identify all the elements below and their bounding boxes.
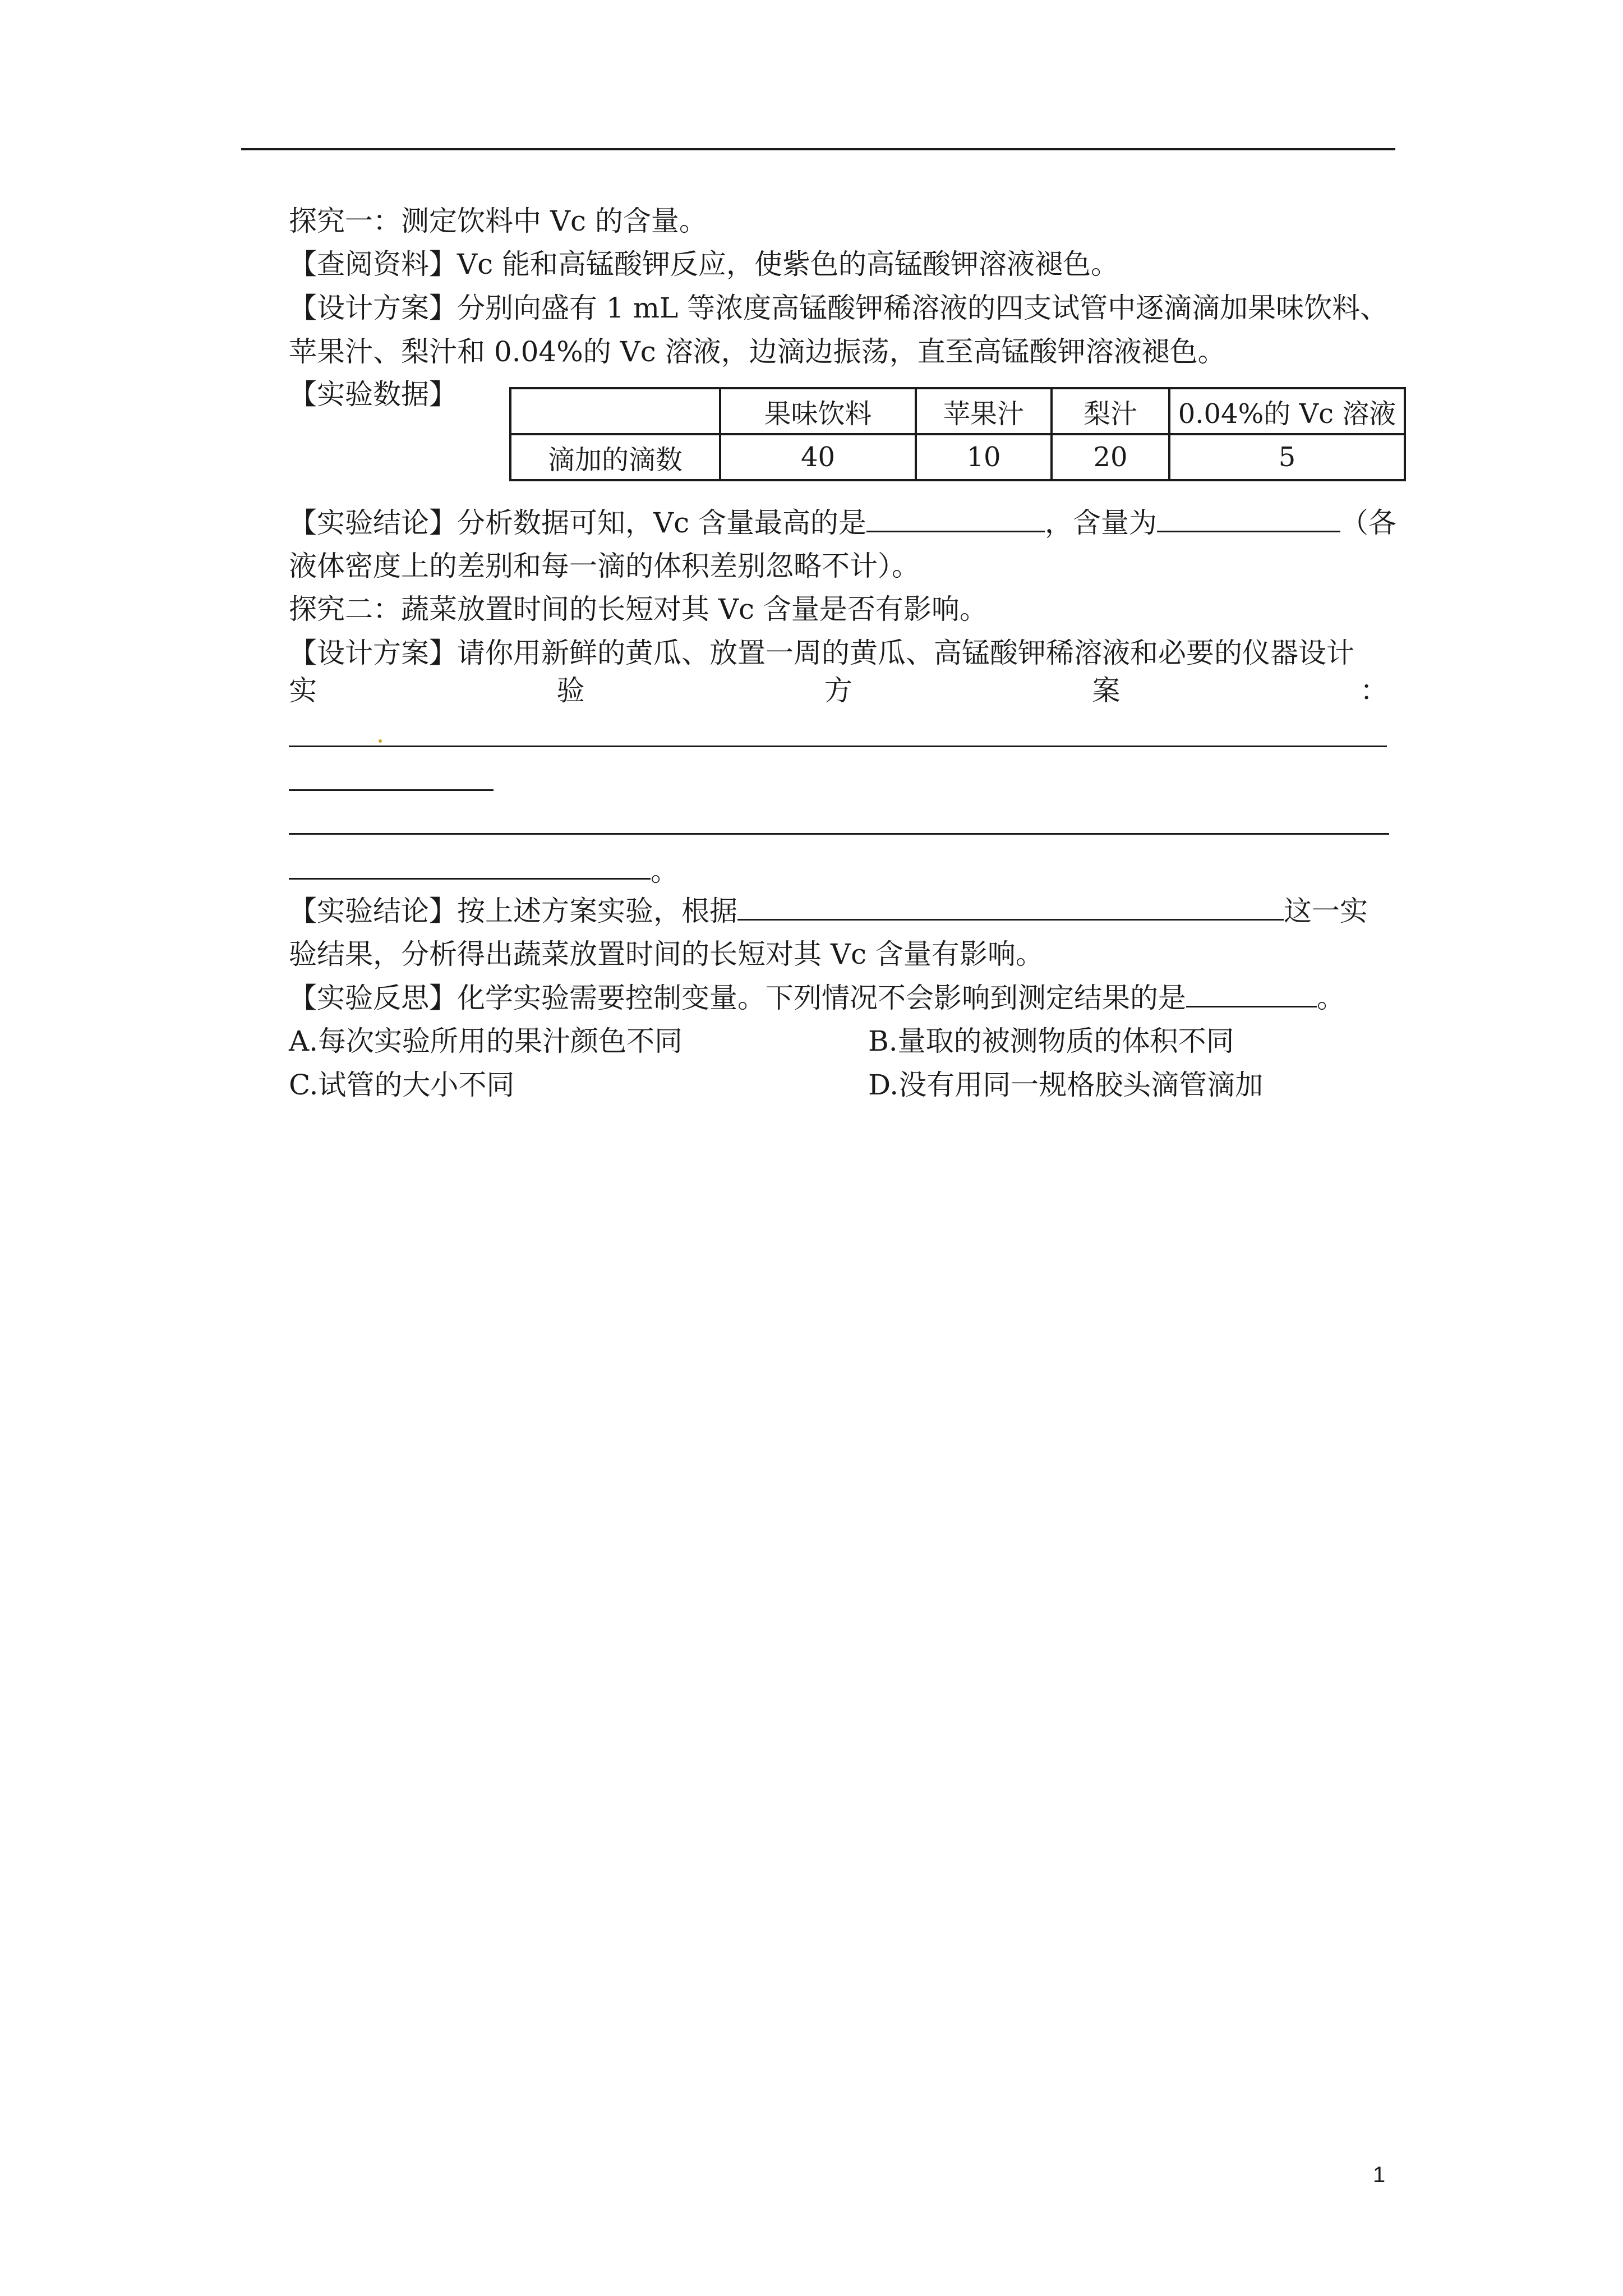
header-rule bbox=[241, 148, 1395, 150]
option-d: D.没有用同一规格胶头滴管滴加 bbox=[868, 1069, 1264, 1101]
design-two-stretched-line bbox=[289, 669, 1388, 712]
stretched-char: 方 bbox=[824, 674, 852, 707]
reflection-period: 。 bbox=[1317, 982, 1345, 1014]
option-c: C.试管的大小不同 bbox=[289, 1069, 515, 1101]
answer-blank-basis[interactable] bbox=[737, 892, 1284, 921]
answer-line-2[interactable] bbox=[289, 789, 494, 791]
conclusion-one-text-b: ，含量为 bbox=[1045, 507, 1158, 539]
answer-line-4[interactable] bbox=[289, 878, 651, 880]
design-text-2: 苹果汁、梨汁和 0.04%的 Vc 溶液，边滴边振荡，直至高锰酸钾溶液褪色。 bbox=[289, 335, 1226, 368]
answer-blank-highest[interactable] bbox=[866, 504, 1045, 532]
table-row bbox=[510, 434, 1405, 480]
answer-line-1[interactable] bbox=[289, 746, 1387, 747]
explore-one-heading: 探究一：测定饮料中 Vc 的含量。 bbox=[289, 205, 707, 237]
data-label: 【实验数据】 bbox=[289, 378, 457, 411]
stretched-char: ： bbox=[1360, 674, 1388, 707]
stretched-char: 实 bbox=[289, 674, 317, 707]
answer-line-3[interactable] bbox=[289, 833, 1389, 835]
table-header-cell: 苹果汁 bbox=[916, 388, 1052, 434]
conclusion-one bbox=[289, 501, 1396, 545]
table-header-cell: 梨汁 bbox=[1052, 388, 1169, 434]
explore-two-heading: 探究二：蔬菜放置时间的长短对其 Vc 含量是否有影响。 bbox=[289, 593, 988, 625]
answer-blank-content[interactable] bbox=[1157, 504, 1340, 532]
conclusion-one-continued: 液体密度上的差别和每一滴的体积差别忽略不计）。 bbox=[289, 550, 920, 582]
design-text-1: 【设计方案】分别向盛有 1 mL 等浓度高锰酸钾稀溶液的四支试管中逐滴滴加果味饮料、 bbox=[289, 292, 1389, 324]
table-header-cell: 0.04%的 Vc 溶液 bbox=[1169, 388, 1405, 434]
table-header-cell: 果味饮料 bbox=[720, 388, 916, 434]
answer-blank-choice[interactable] bbox=[1186, 979, 1317, 1007]
table-cell: 40 bbox=[720, 434, 916, 480]
reflection-text: 【实验反思】化学实验需要控制变量。下列情况不会影响到测定结果的是 bbox=[289, 982, 1186, 1014]
conclusion-one-text-a: 【实验结论】分析数据可知，Vc 含量最高的是 bbox=[289, 507, 867, 539]
option-b: B.量取的被测物质的体积不同 bbox=[868, 1025, 1234, 1057]
table-cell: 5 bbox=[1169, 434, 1405, 480]
reflection bbox=[289, 976, 1345, 1020]
conclusion-one-text-c: （各 bbox=[1340, 507, 1397, 539]
conclusion-two-continued: 验结果，分析得出蔬菜放置时间的长短对其 Vc 含量有影响。 bbox=[289, 938, 1044, 970]
conclusion-two bbox=[289, 889, 1368, 933]
design-two-text: 【设计方案】请你用新鲜的黄瓜、放置一周的黄瓜、高锰酸钾稀溶液和必要的仪器设计 bbox=[289, 637, 1354, 669]
option-a: A.每次实验所用的果汁颜色不同 bbox=[289, 1025, 683, 1057]
table-header-row bbox=[510, 388, 1405, 434]
design-end-period: 。 bbox=[651, 855, 679, 887]
conclusion-two-text-b: 这一实 bbox=[1284, 895, 1368, 927]
table-cell: 20 bbox=[1052, 434, 1169, 480]
stray-mark bbox=[379, 739, 382, 743]
table-row-label: 滴加的滴数 bbox=[510, 434, 720, 480]
data-table bbox=[509, 387, 1406, 481]
conclusion-two-text-a: 【实验结论】按上述方案实验，根据 bbox=[289, 895, 737, 927]
stretched-char: 案 bbox=[1092, 674, 1121, 707]
reference-text: 【查阅资料】Vc 能和高锰酸钾反应，使紫色的高锰酸钾溶液褪色。 bbox=[289, 248, 1119, 280]
table-header-cell bbox=[510, 388, 720, 434]
page-number: 1 bbox=[1373, 2162, 1386, 2187]
table-cell: 10 bbox=[916, 434, 1052, 480]
stretched-char: 验 bbox=[556, 674, 585, 707]
